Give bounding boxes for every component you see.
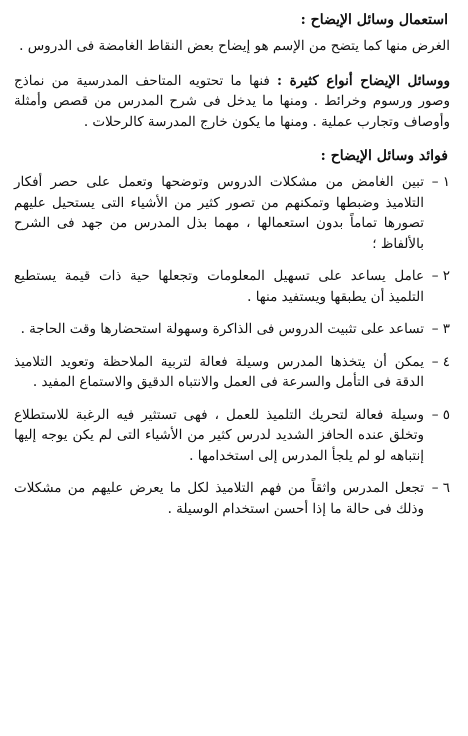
types-lead: ووسائل الإيضاح أنواع كثيرة :: [277, 72, 450, 89]
item-text: تجعل المدرس واثقاً من فهم التلاميذ لكل ما يعرض عليهم من مشكلات وذلك فى حالة ما إذا أحسن استخدام الوسيلة .: [14, 480, 424, 517]
list-item: [14, 405, 450, 467]
list-item: [14, 266, 450, 307]
types-body: فنها ما تحتويه المتاحف المدرسية من نماذج وصور ورسوم وخرائط . ومنها ما يدخل فى شرح المدرس من قصص وأمثلة وأوصاف وتجارب عملية . ومنها ما يكون خارج المدرسة كالرحلات .: [14, 72, 450, 130]
item-number: ٢ –: [431, 268, 450, 284]
usage-paragraph: الغرض منها كما يتضح من الإسم هو إيضاح بعض النقاط الغامضة فى الدروس .: [19, 38, 450, 54]
list-item: [14, 352, 450, 393]
types-paragraph: [14, 71, 450, 133]
item-number: ٤ –: [431, 353, 450, 370]
item-number: ٥ –: [431, 406, 450, 423]
item-text: يمكن أن يتخذها المدرس وسيلة فعالة لتربية الملاحظة وتعويد التلاميذ الدقة فى التأمل والسرعة فى العمل والانتباه الدقيق والاستماع المفيد .: [14, 353, 424, 390]
item-number: ٦ –: [431, 480, 450, 496]
benefits-list: [14, 172, 450, 519]
item-text: وسيلة فعالة لتحريك التلميذ للعمل ، فهى تستثير فيه الرغبة للاستطلاع وتخلق عنده الحافز الشديد لدرس كثير من الأشياء التى لم يكن يوجه إليها إنتباهه لو لم يلجأ المدرس إلى استخدامها .: [14, 406, 424, 464]
list-item: [14, 478, 450, 519]
section-heading-benefits: فوائد وسائل الإيضاح :: [320, 148, 448, 164]
section-heading-usage: استعمال وسائل الإيضاح :: [300, 12, 448, 28]
item-text: عامل يساعد على تسهيل المعلومات وتجعلها حية ذات قيمة يستطيع التلميذ أن يطبقها ويستفيد منها .: [14, 268, 424, 305]
item-number: ١ –: [431, 174, 450, 190]
item-text: تساعد على تثبيت الدروس فى الذاكرة وسهولة استحضارها وقت الحاجة .: [20, 321, 424, 337]
item-number: ٣ –: [431, 321, 450, 337]
list-item: [14, 319, 450, 340]
list-item: [14, 172, 450, 254]
item-text: تبين الغامض من مشكلات الدروس وتوضحها وتعمل على حصر أفكار التلاميذ وضبطها وتمكنهم من تصور كثير من الأشياء التى يستحيل عليهم تصورها تماماً بدون استعمالها ، مهما بذل المدرس من جهد فى الشرح بالألفاظ ؛: [14, 174, 424, 252]
